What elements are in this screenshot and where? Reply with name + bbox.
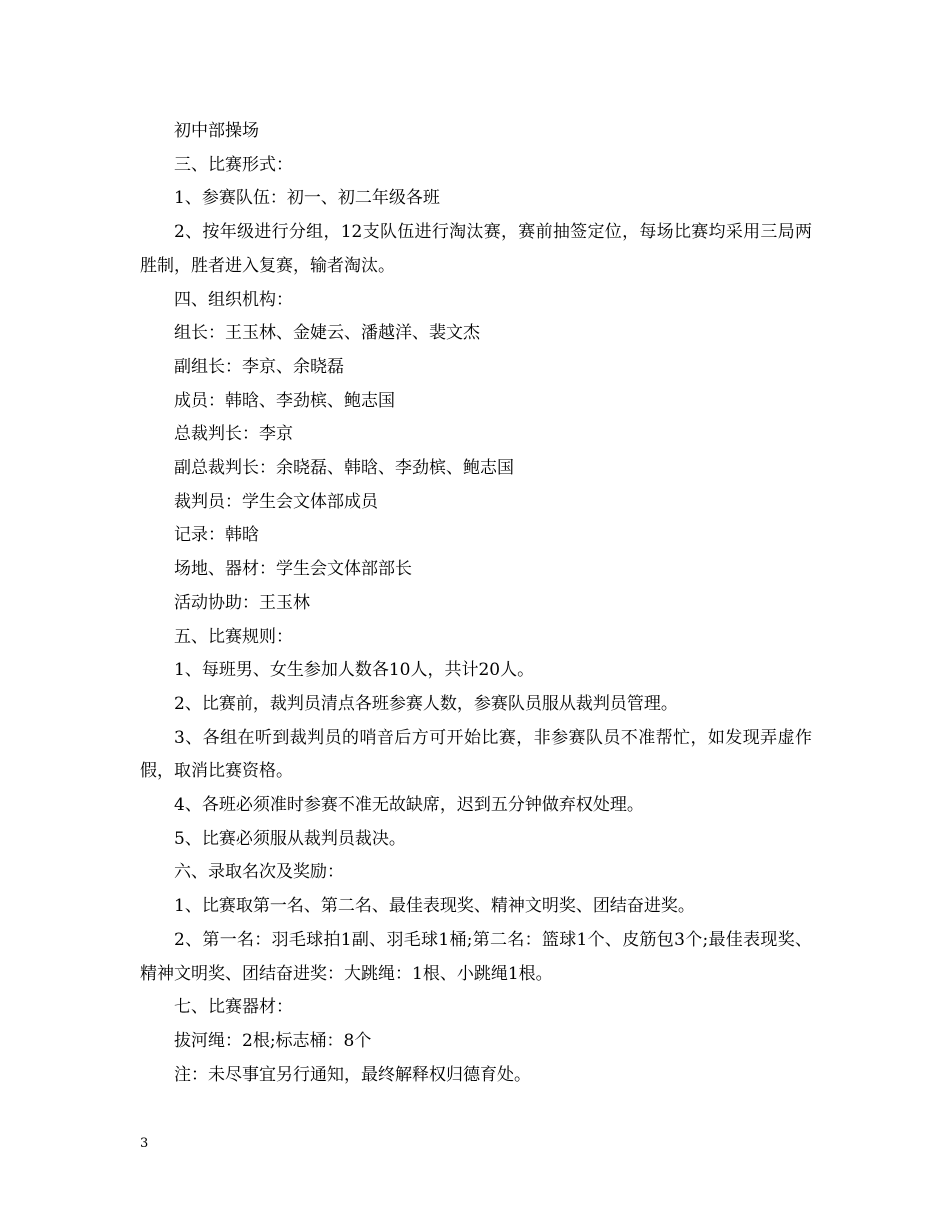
paragraph-venue-equipment: 场地、器材：学生会文体部部长 xyxy=(174,559,412,580)
paragraph-award-1: 1、比赛取第一名、第二名、最佳表现奖、精神文明奖、团结奋进奖。 xyxy=(174,896,695,917)
paragraph-rule-4: 4、各班必须准时参赛不准无故缺席，迟到五分钟做弃权处理。 xyxy=(174,795,644,816)
paragraph-venue: 初中部操场 xyxy=(174,121,259,141)
paragraph-deputy-leader: 副组长：李京、余晓磊 xyxy=(174,356,344,377)
heading-equipment: 七、比赛器材： xyxy=(174,997,293,1018)
paragraph-rule-1: 1、每班男、女生参加人数各10人，共计20人。 xyxy=(174,660,535,681)
paragraph-grouping: 2、按年级进行分组，12支队伍进行淘汰赛，赛前抽签定位，每场比赛均采用三局两胜制，胜者进入复赛，输者淘汰。 xyxy=(140,222,812,276)
paragraph-deputy-chief-referee: 副总裁判长：余晓磊、韩晗、李劲槟、鲍志国 xyxy=(174,458,514,479)
heading-rules: 五、比赛规则： xyxy=(174,626,293,647)
heading-competition-format: 三、比赛形式： xyxy=(174,154,293,175)
paragraph-recorder: 记录：韩晗 xyxy=(174,525,259,546)
paragraph-assistance: 活动协助：王玉林 xyxy=(174,592,310,613)
paragraph-teams: 1、参赛队伍：初一、初二年级各班 xyxy=(174,188,440,209)
paragraph-referees: 裁判员：学生会文体部成员 xyxy=(174,491,378,512)
paragraph-rule-5: 5、比赛必须服从裁判员裁决。 xyxy=(174,828,406,849)
paragraph-chief-referee: 总裁判长：李京 xyxy=(174,424,293,445)
heading-ranking-awards: 六、录取名次及奖励： xyxy=(174,862,344,883)
paragraph-award-2: 2、第一名：羽毛球拍1副、羽毛球1桶;第二名：篮球1个、皮筋包3个;最佳表现奖、精神文明奖、团结奋进奖：大跳绳：1根、小跳绳1根。 xyxy=(140,929,812,984)
heading-organization: 四、组织机构： xyxy=(174,289,293,310)
paragraph-rule-3: 3、各组在听到裁判员的哨音后方可开始比赛，非参赛队员不准帮忙，如发现弄虚作假，取消比赛资格。 xyxy=(140,727,812,782)
paragraph-members: 成员：韩晗、李劲槟、鲍志国 xyxy=(174,390,395,411)
paragraph-rule-2: 2、比赛前，裁判员清点各班参赛人数，参赛队员服从裁判员管理。 xyxy=(174,693,678,714)
document-body xyxy=(140,115,812,1092)
paragraph-note: 注：未尽事宜另行通知，最终解释权归德育处。 xyxy=(174,1064,531,1085)
paragraph-equipment-list: 拔河绳：2根;标志桶：8个 xyxy=(174,1030,372,1051)
page-number: 3 xyxy=(140,1136,149,1151)
paragraph-team-leader: 组长：王玉林、金婕云、潘越洋、裴文杰 xyxy=(174,323,480,344)
